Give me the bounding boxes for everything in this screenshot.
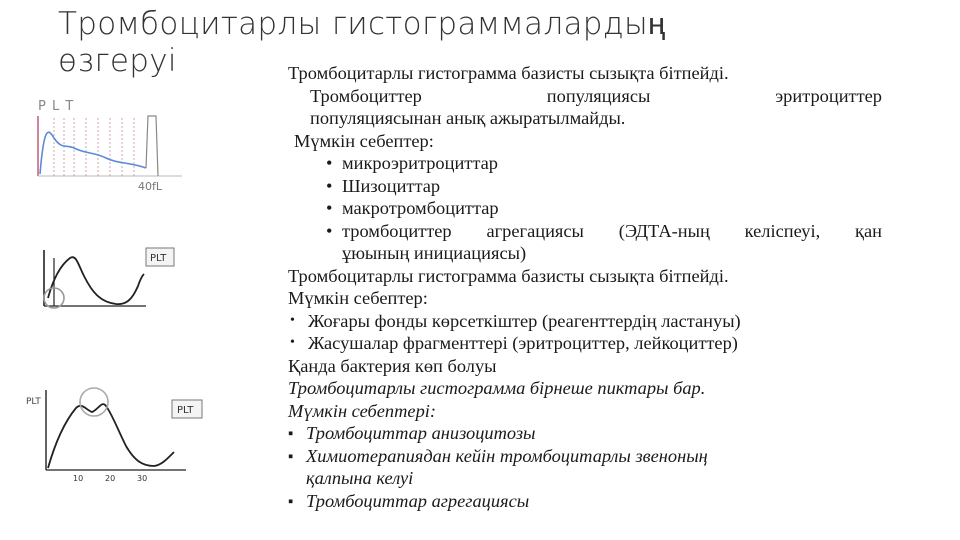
slide-title-line-1: Тромбоцитарлы гистограммалардың (58, 6, 666, 42)
histogram-figure-3 (26, 380, 212, 488)
section2-item-1-text: Жоғары фонды көрсеткіштер (реагенттердің ластануы) (308, 310, 741, 331)
histogram-figure-2 (36, 236, 176, 316)
section2-item-1 (288, 310, 882, 333)
section2-causes-heading: Мүмкін себептер: (288, 288, 428, 308)
square-bullet-icon: ▪ (288, 493, 294, 510)
axis-label-40fl: 40fL (138, 180, 162, 193)
section2-item-2-text: Жасушалар фрагменттері (эритроциттер, лейкоциттер) (308, 333, 738, 353)
section3-item-1-text: Тромбоциттар анизоцитозы (306, 423, 536, 443)
section3-item-3 (288, 490, 882, 513)
histogram-3-curve (48, 404, 174, 468)
section1-bullet-4 (288, 220, 882, 265)
section3-item-2 (288, 445, 882, 468)
tick-label-2: 20 (105, 474, 116, 483)
section1-bullet-2 (288, 175, 882, 198)
tick-label-3: 30 (137, 474, 148, 483)
histogram-figure-1 (34, 96, 184, 194)
section1-bullet-1 (288, 152, 882, 175)
bullet-text: микроэритроциттар (342, 153, 498, 173)
bullet-marker: • (326, 198, 333, 218)
square-bullet-icon: ▪ (288, 448, 294, 465)
bullet-text: Шизоциттар (342, 175, 441, 196)
histogram-1-threshold (146, 116, 158, 176)
section1-line1: Тромбоцитарлы гистограмма базисты сызықта бітпейді. (288, 63, 729, 83)
section3-item-1 (288, 422, 882, 445)
section1-line3: популяциясынан анық ажыратылмайды. (310, 108, 626, 128)
plt-label: P L T (38, 99, 75, 114)
slide-body (288, 62, 882, 512)
bullet-marker: • (326, 153, 333, 173)
plt-badge-1-label: PLT (150, 253, 167, 264)
plt-label-small: PLT (26, 397, 41, 407)
bullet-text-continued: ұюының инициациясы) (342, 243, 527, 263)
section3-item-2-continued: қалпына келуі (306, 468, 414, 488)
section1-bullet-3 (288, 197, 882, 220)
section3-causes-heading: Мүмкін себептері: (288, 400, 437, 421)
bullet-text: макротромбоциттар (342, 198, 499, 218)
histogram-2-curve (48, 257, 144, 304)
section3-item-3-text: Тромбоциттар агрегациясы (306, 490, 530, 511)
section1-line2: Тромбоциттер популяциясы эритроциттер (310, 85, 882, 106)
section1-causes-heading: Мүмкін себептер: (294, 130, 434, 151)
section3-line1: Тромбоцитарлы гистограмма бірнеше пиктары бар. (288, 378, 706, 398)
section3-item-2-text: Химиотерапиядан кейін тромбоцитарлы звеноның (306, 445, 708, 466)
section2-line1: Тромбоцитарлы гистограмма базисты сызықта бітпейді. (288, 265, 729, 286)
section2-line-last: Қанда бактерия көп болуы (288, 355, 497, 376)
circle-bullet-icon: • (290, 312, 295, 328)
circle-bullet-icon: • (290, 335, 295, 350)
bullet-marker: • (326, 220, 333, 241)
histogram-1-curve (40, 132, 146, 174)
square-bullet-icon: ▪ (288, 426, 294, 442)
section2-item-2 (288, 332, 882, 355)
slide-title-line-2: өзгеруі (58, 43, 177, 80)
bullet-marker: • (326, 175, 333, 196)
plt-badge-2-label: PLT (177, 405, 194, 416)
bullet-text: тромбоциттер агрегациясы (ЭДТА-ның келіспеуі, қан (342, 220, 882, 241)
tick-label-1: 10 (73, 474, 84, 483)
